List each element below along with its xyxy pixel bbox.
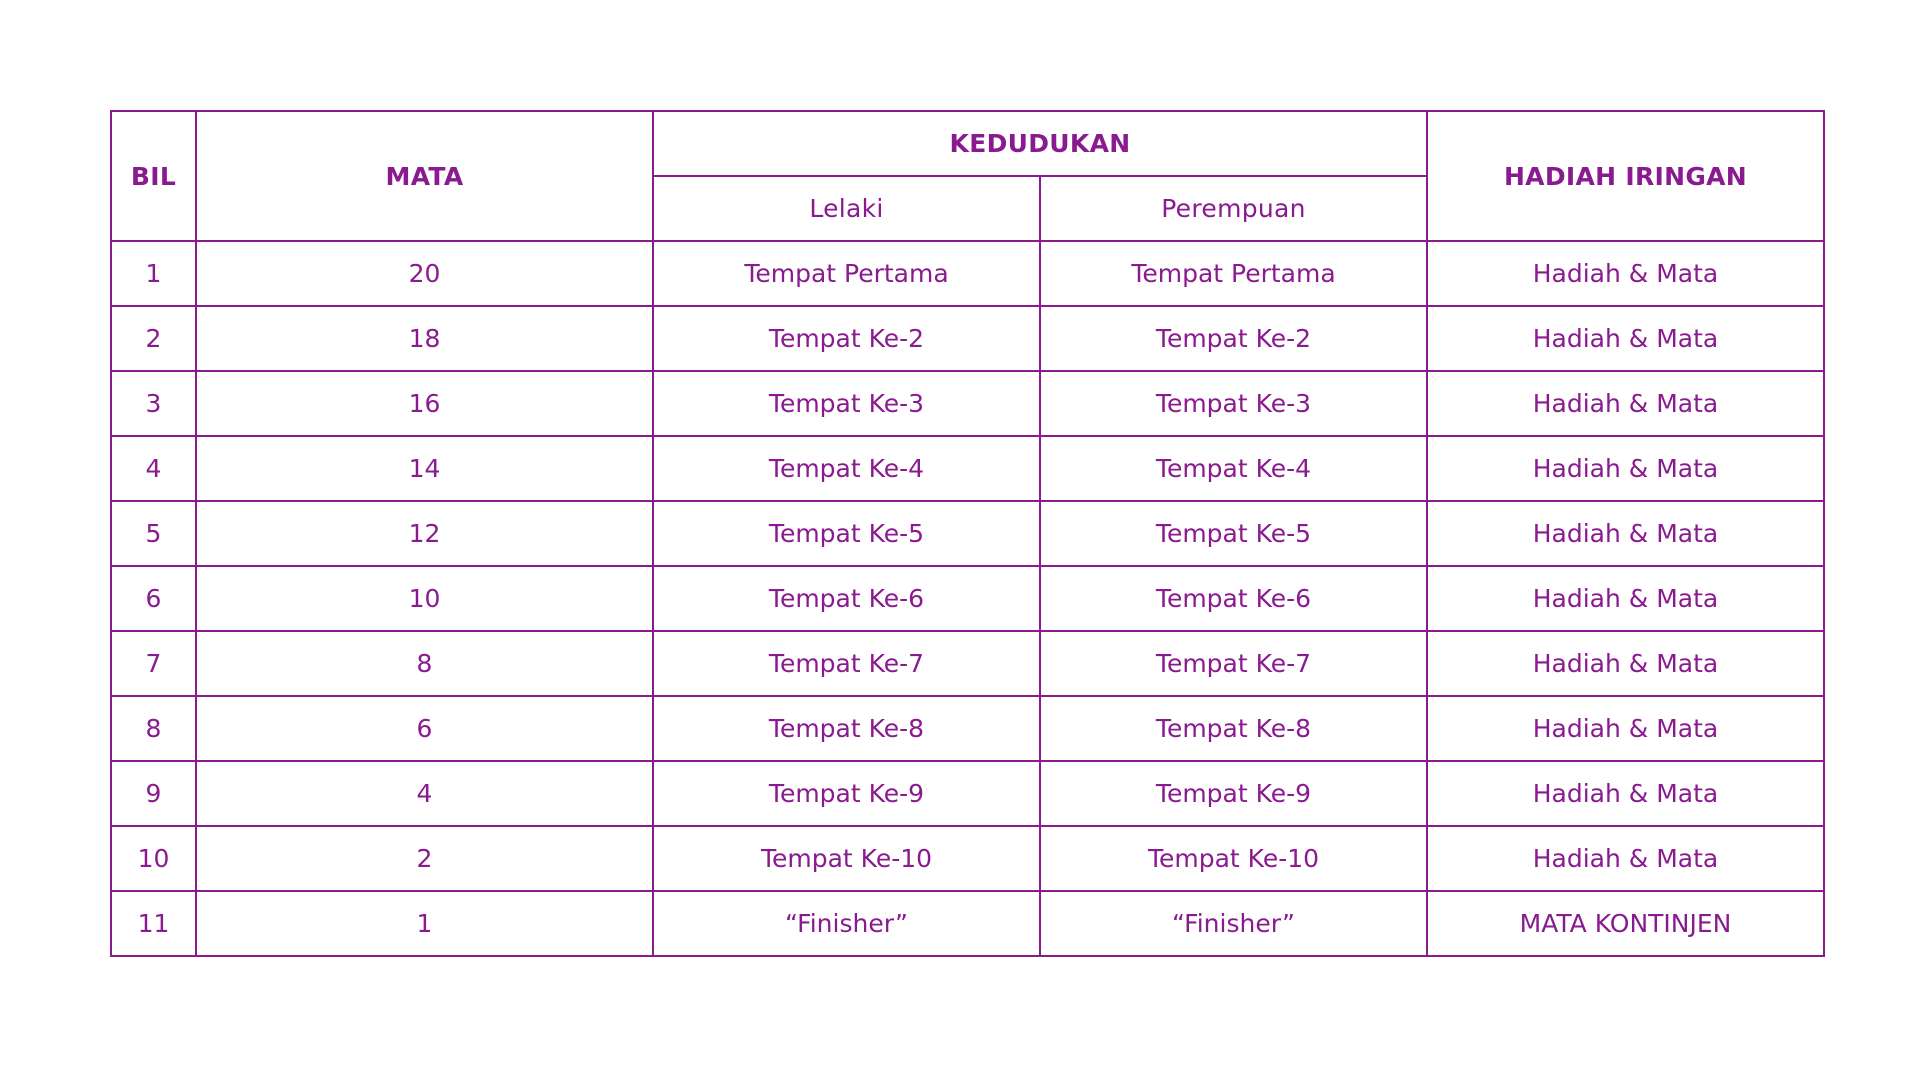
cell-bil: 5 (111, 501, 196, 566)
cell-perempuan: Tempat Pertama (1040, 241, 1427, 306)
header-kedudukan: KEDUDUKAN (653, 111, 1427, 176)
cell-bil: 8 (111, 696, 196, 761)
cell-mata: 12 (196, 501, 653, 566)
cell-hadiah: Hadiah & Mata (1427, 631, 1824, 696)
header-mata: MATA (196, 111, 653, 241)
cell-perempuan: Tempat Ke-7 (1040, 631, 1427, 696)
cell-perempuan: Tempat Ke-9 (1040, 761, 1427, 826)
cell-perempuan: Tempat Ke-10 (1040, 826, 1427, 891)
cell-bil: 4 (111, 436, 196, 501)
cell-perempuan: Tempat Ke-4 (1040, 436, 1427, 501)
cell-lelaki: Tempat Ke-10 (653, 826, 1040, 891)
cell-bil: 10 (111, 826, 196, 891)
cell-bil: 11 (111, 891, 196, 956)
cell-bil: 7 (111, 631, 196, 696)
header-lelaki: Lelaki (653, 176, 1040, 241)
cell-lelaki: Tempat Ke-6 (653, 566, 1040, 631)
cell-mata: 8 (196, 631, 653, 696)
cell-hadiah: Hadiah & Mata (1427, 436, 1824, 501)
table-row (111, 761, 1824, 826)
header-perempuan: Perempuan (1040, 176, 1427, 241)
cell-hadiah: Hadiah & Mata (1427, 696, 1824, 761)
cell-lelaki: Tempat Ke-3 (653, 371, 1040, 436)
cell-bil: 3 (111, 371, 196, 436)
cell-mata: 6 (196, 696, 653, 761)
table-row (111, 241, 1824, 306)
cell-perempuan: “Finisher” (1040, 891, 1427, 956)
cell-mata: 4 (196, 761, 653, 826)
points-table (110, 110, 1825, 957)
cell-mata: 18 (196, 306, 653, 371)
header-hadiah-iringan: HADIAH IRINGAN (1427, 111, 1824, 241)
cell-hadiah: Hadiah & Mata (1427, 501, 1824, 566)
table-row (111, 891, 1824, 956)
cell-perempuan: Tempat Ke-8 (1040, 696, 1427, 761)
cell-lelaki: Tempat Ke-4 (653, 436, 1040, 501)
cell-lelaki: Tempat Ke-7 (653, 631, 1040, 696)
cell-lelaki: “Finisher” (653, 891, 1040, 956)
cell-lelaki: Tempat Ke-9 (653, 761, 1040, 826)
cell-perempuan: Tempat Ke-6 (1040, 566, 1427, 631)
cell-perempuan: Tempat Ke-5 (1040, 501, 1427, 566)
cell-mata: 2 (196, 826, 653, 891)
cell-lelaki: Tempat Ke-8 (653, 696, 1040, 761)
cell-mata: 14 (196, 436, 653, 501)
cell-perempuan: Tempat Ke-2 (1040, 306, 1427, 371)
table-row (111, 371, 1824, 436)
cell-hadiah: MATA KONTINJEN (1427, 891, 1824, 956)
cell-bil: 2 (111, 306, 196, 371)
cell-mata: 20 (196, 241, 653, 306)
cell-hadiah: Hadiah & Mata (1427, 826, 1824, 891)
header-row-1 (111, 111, 1824, 176)
cell-hadiah: Hadiah & Mata (1427, 761, 1824, 826)
table-row (111, 566, 1824, 631)
cell-hadiah: Hadiah & Mata (1427, 306, 1824, 371)
table-row (111, 826, 1824, 891)
cell-hadiah: Hadiah & Mata (1427, 371, 1824, 436)
cell-bil: 6 (111, 566, 196, 631)
table-row (111, 501, 1824, 566)
cell-mata: 1 (196, 891, 653, 956)
cell-lelaki: Tempat Pertama (653, 241, 1040, 306)
cell-perempuan: Tempat Ke-3 (1040, 371, 1427, 436)
cell-bil: 9 (111, 761, 196, 826)
cell-hadiah: Hadiah & Mata (1427, 566, 1824, 631)
table-row (111, 306, 1824, 371)
table-row (111, 631, 1824, 696)
table-row (111, 436, 1824, 501)
cell-mata: 16 (196, 371, 653, 436)
cell-hadiah: Hadiah & Mata (1427, 241, 1824, 306)
header-bil: BIL (111, 111, 196, 241)
table-row (111, 696, 1824, 761)
cell-lelaki: Tempat Ke-5 (653, 501, 1040, 566)
table-body (111, 241, 1824, 956)
cell-mata: 10 (196, 566, 653, 631)
table-header (111, 111, 1824, 241)
cell-lelaki: Tempat Ke-2 (653, 306, 1040, 371)
cell-bil: 1 (111, 241, 196, 306)
